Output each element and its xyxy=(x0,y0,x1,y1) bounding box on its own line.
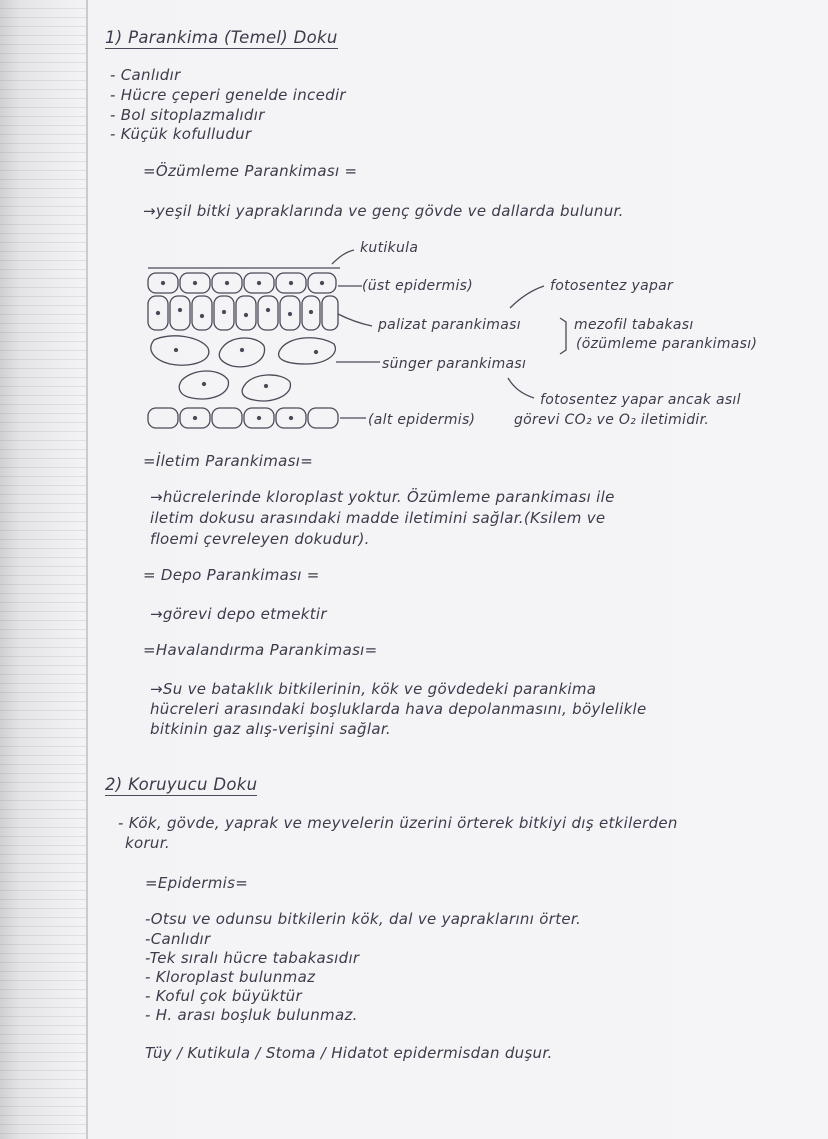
label-alt-epidermis: (alt epidermis) xyxy=(368,412,476,428)
label-ust-epidermis: (üst epidermis) xyxy=(362,278,473,294)
epidermis-title: =Epidermis= xyxy=(145,874,249,892)
epidermis-bullet-4: - Kloroplast bulunmaz xyxy=(145,968,316,986)
s1-bullet-1: - Canlıdır xyxy=(110,66,181,84)
label-mezofil-sub: (özümleme parankiması) xyxy=(576,336,758,352)
arrow-fotosentez-2 xyxy=(508,378,534,398)
section-1-title: 1) Parankima (Temel) Doku xyxy=(105,28,338,47)
margin-line xyxy=(86,0,88,1139)
label-fotosentez-2a: fotosentez yapar ancak asıl xyxy=(540,392,741,408)
arrow-fotosentez-1 xyxy=(510,286,544,308)
ozumleme-text: →yeşil bitki yapraklarında ve genç gövde ve dallarda bulunur. xyxy=(143,202,624,220)
lower-epidermis-cells xyxy=(148,408,338,428)
final-line: Tüy / Kutikula / Stoma / Hidatot epidermisdan duşur. xyxy=(145,1044,553,1062)
label-mezofil: mezofil tabakası xyxy=(574,317,694,333)
arrow-palizat xyxy=(338,314,372,326)
iletim-line-1: →hücrelerinde kloroplast yoktur. Özümleme parankiması ile xyxy=(150,488,615,506)
hava-line-3: bitkinin gaz alış-verişini sağlar. xyxy=(150,720,391,738)
epidermis-bullet-6: - H. arası boşluk bulunmaz. xyxy=(145,1006,358,1024)
s2-line-1: - Kök, gövde, yaprak ve meyvelerin üzerini örterek bitkiyi dış etkilerden xyxy=(118,814,678,832)
hava-line-1: →Su ve bataklık bitkilerinin, kök ve gövdedeki parankima xyxy=(150,680,597,698)
epidermis-bullet-2: -Canlıdır xyxy=(145,930,211,948)
spongy-cells xyxy=(151,336,336,401)
epidermis-bullet-3: -Tek sıralı hücre tabakasıdır xyxy=(145,949,360,967)
ozumleme-title: =Özümleme Parankiması = xyxy=(143,162,358,180)
depo-text: →görevi depo etmektir xyxy=(150,605,327,623)
kutikula-arrow xyxy=(332,250,354,264)
iletim-line-3: floemi çevreleyen dokudur). xyxy=(150,530,370,548)
label-palizat: palizat parankiması xyxy=(378,317,521,333)
upper-epidermis-cells xyxy=(148,273,336,293)
depo-title: = Depo Parankiması = xyxy=(143,566,320,584)
label-kutikula: kutikula xyxy=(360,240,419,256)
s1-bullet-4: - Küçük kofulludur xyxy=(110,125,252,143)
epidermis-bullet-1: -Otsu ve odunsu bitkilerin kök, dal ve yapraklarını örter. xyxy=(145,910,582,928)
section-2-title: 2) Koruyucu Doku xyxy=(105,775,258,794)
hava-title: =Havalandırma Parankiması= xyxy=(143,641,378,659)
s1-bullet-2: - Hücre çeperi genelde incedir xyxy=(110,86,346,104)
iletim-title: =İletim Parankiması= xyxy=(143,452,314,470)
iletim-line-2: iletim dokusu arasındaki madde iletimini sağlar.(Ksilem ve xyxy=(150,509,606,527)
s1-bullet-3: - Bol sitoplazmalıdır xyxy=(110,106,265,124)
s2-line-2: korur. xyxy=(125,834,170,852)
label-fotosentez-1: fotosentez yapar xyxy=(550,278,674,294)
mezofil-bracket xyxy=(560,318,566,354)
label-fotosentez-2b: görevi CO₂ ve O₂ iletimidir. xyxy=(514,412,710,428)
epidermis-bullet-5: - Koful çok büyüktür xyxy=(145,987,302,1005)
page-margin-strip xyxy=(0,0,86,1139)
label-sunger: sünger parankiması xyxy=(382,356,527,372)
hava-line-2: hücreleri arasındaki boşluklarda hava depolanmasını, böylelikle xyxy=(150,700,647,718)
palisade-cells xyxy=(148,296,338,330)
